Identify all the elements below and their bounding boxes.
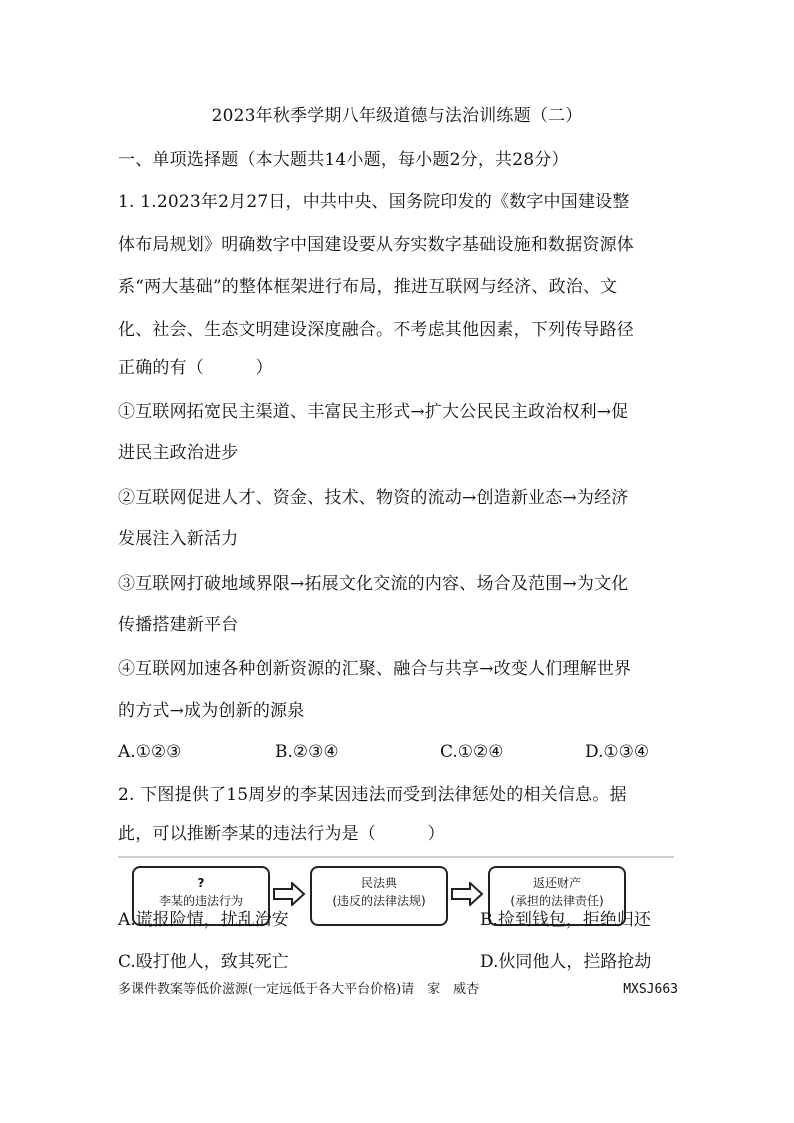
q1-item-1-line-2: 进民主政治进步 xyxy=(118,443,239,463)
q1-item-4-line-2: 的方式→成为创新的源泉 xyxy=(118,701,305,721)
q1-stem-line-4: 化、社会、生态文明建设深度融合。不考虑其他因素，下列传导路径 xyxy=(118,320,634,340)
q2-option-d: D.伙同他人，拦路抢劫 xyxy=(480,952,652,972)
q1-item-1-line-1: ①互联网拓宽民主渠道、丰富民主形式→扩大公民民主政治权利→促 xyxy=(118,402,629,422)
q2-stem-line-2: 此，可以推断李某的违法行为是（ ） xyxy=(118,824,445,844)
diagram-box-law-top: 民法典 xyxy=(360,876,397,890)
q1-option-a: A.①②③ xyxy=(118,742,182,762)
arrow-icon xyxy=(272,882,306,906)
footer-text: 多课件教案等低价滋源(一定远低于各大平台价格)请 家 威杏 xyxy=(118,982,480,997)
diagram-box-liability-top: 返还财产 xyxy=(532,876,581,890)
q1-item-4-line-1: ④互联网加速各种创新资源的汇聚、融合与共享→改变人们理解世界 xyxy=(118,659,632,679)
diagram-box-law xyxy=(310,866,448,926)
q2-option-c: C.殴打他人，致其死亡 xyxy=(118,952,289,972)
diagram-box-violation-bottom: 李某的违法行为 xyxy=(158,894,243,908)
footer-notice xyxy=(118,980,678,1000)
section-heading: 一、单项选择题（本大题共14小题，每小题2分，共28分） xyxy=(118,150,569,170)
footer-code: MXSJ663 xyxy=(623,982,678,997)
diagram-box-law-bottom: (违反的法律法规) xyxy=(332,894,426,908)
page-title: 2023年秋季学期八年级道德与法治训练题（二） xyxy=(211,106,583,126)
q1-stem-line-2: 体布局规划》明确数字中国建设要从夯实数字基础设施和数据资源体 xyxy=(118,235,634,255)
q2-option-a: A.谎报险情，扰乱治安 xyxy=(118,910,289,930)
q1-item-2-line-1: ②互联网促进人才、资金、技术、物资的流动→创造新业态→为经济 xyxy=(118,488,629,508)
q1-stem-line-1: 1. 1.2023年2月27日，中共中央、国务院印发的《数字中国建设整 xyxy=(118,192,630,212)
q1-stem-line-3: 系“两大基础”的整体框架进行布局，推进互联网与经济、政治、文 xyxy=(118,277,618,297)
q1-stem-line-5: 正确的有（ ） xyxy=(118,358,273,378)
q1-option-b: B.②③④ xyxy=(275,742,339,762)
q1-item-3-line-1: ③互联网打破地域界限→拓展文化交流的内容、场合及范围→为文化 xyxy=(118,574,629,594)
diagram-box-violation-top: ? xyxy=(197,876,205,890)
diagram-box-liability-bottom: (承担的法律责任) xyxy=(510,894,604,908)
q1-item-3-line-2: 传播搭建新平台 xyxy=(118,615,239,635)
q2-stem-line-1: 2. 下图提供了15周岁的李某因违法而受到法律惩处的相关信息。据 xyxy=(118,785,627,805)
q1-item-2-line-2: 发展注入新活力 xyxy=(118,529,239,549)
q1-option-c: C.①②④ xyxy=(440,742,504,762)
q2-option-b: B.捡到钱包，拒绝归还 xyxy=(480,910,651,930)
arrow-icon xyxy=(450,882,484,906)
q1-option-d: D.①③④ xyxy=(585,742,650,762)
